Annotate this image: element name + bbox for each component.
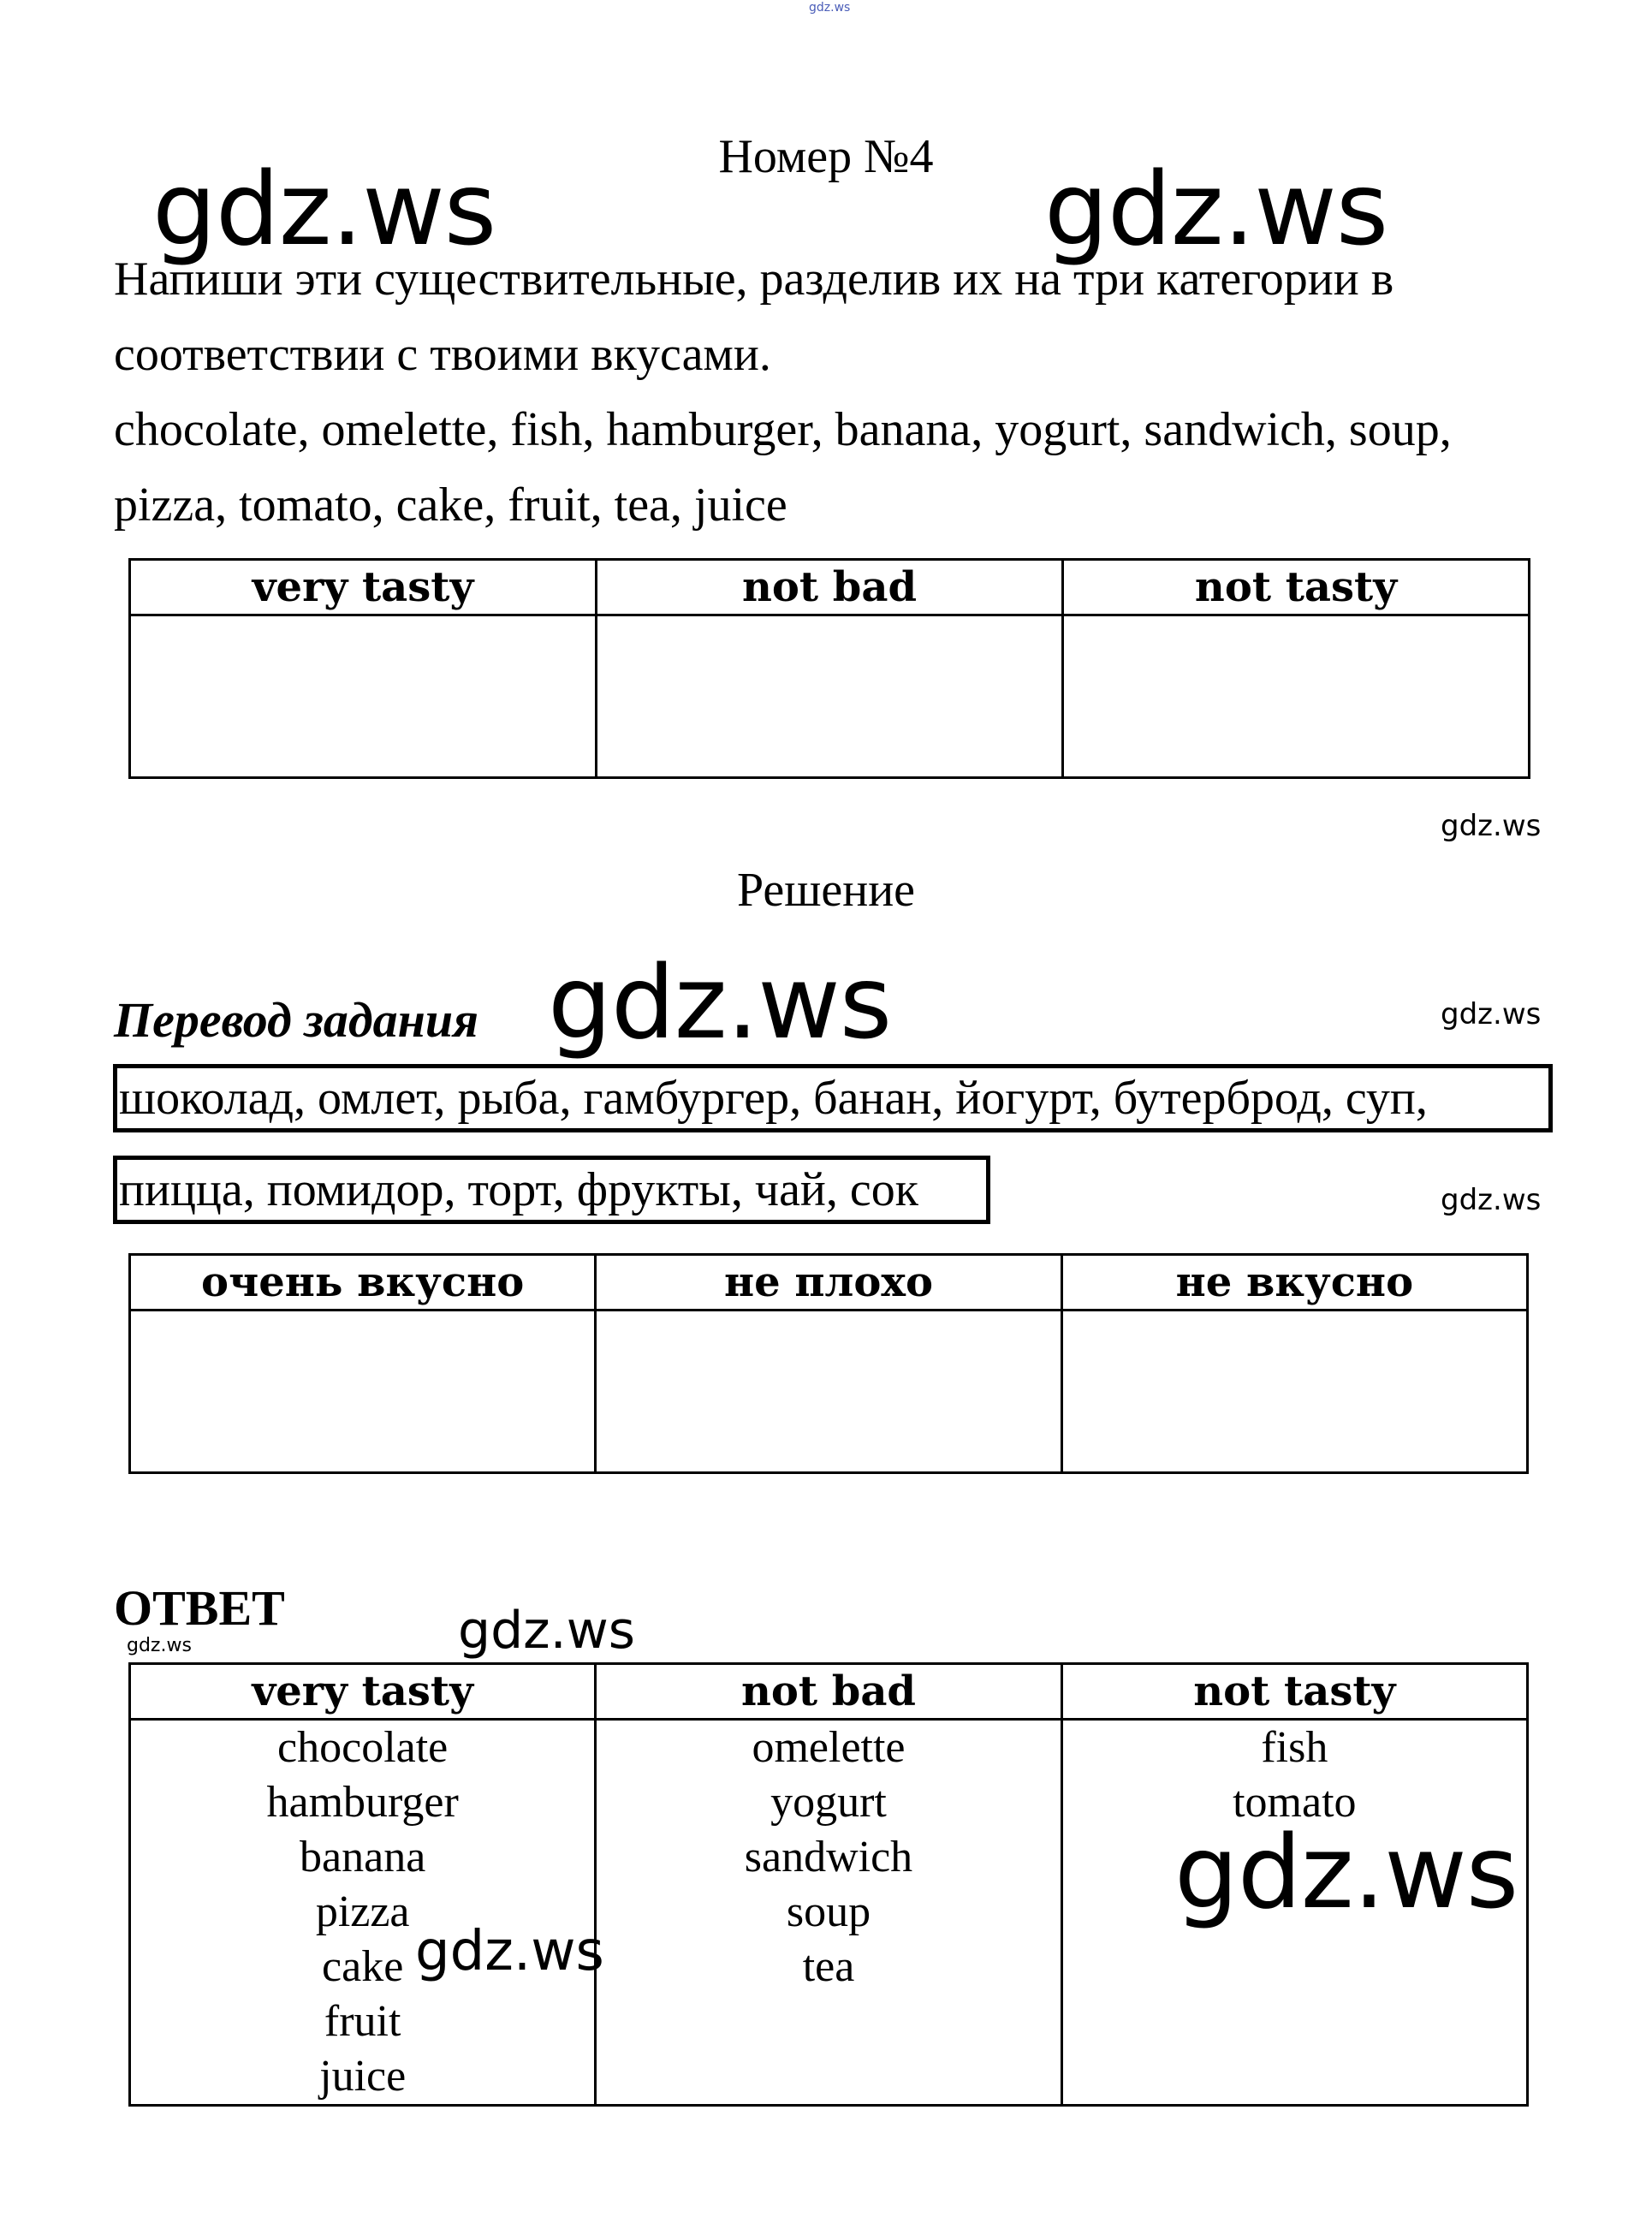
- translation-line-1: шоколад, омлет, рыба, гамбургер, банан, йогурт, бутерброд, суп,: [113, 1064, 1553, 1132]
- watermark: gdz.ws: [548, 943, 892, 1061]
- answer-column-very-tasty: [130, 1720, 596, 2106]
- task-number: Номер №4: [718, 130, 934, 183]
- watermark: gdz.ws: [458, 1601, 636, 1661]
- translation-table-cell: [596, 1311, 1061, 1473]
- answer-item: banana: [300, 1833, 426, 1881]
- watermark: gdz.ws: [1441, 997, 1542, 1031]
- watermark: gdz.ws: [1174, 1813, 1518, 1931]
- watermark: gdz.ws: [152, 150, 496, 268]
- watermark: gdz.ws: [127, 1635, 192, 1656]
- translation-table-header: не вкусно: [1061, 1255, 1527, 1311]
- answer-item: tea: [802, 1942, 855, 1991]
- instruction-line-2: соответствии с твоими вкусами.: [114, 328, 771, 381]
- answer-table-header: not bad: [596, 1664, 1061, 1720]
- answer-item: fish: [1261, 1723, 1328, 1772]
- watermark-top: gdz.ws: [809, 1, 851, 15]
- answer-table-header: not tasty: [1061, 1664, 1527, 1720]
- answer-table-header: very tasty: [130, 1664, 596, 1720]
- watermark: gdz.ws: [1441, 809, 1542, 843]
- task-table-header: very tasty: [130, 560, 597, 615]
- task-table: [128, 558, 1530, 779]
- answer-item: fruit: [324, 1997, 401, 2046]
- task-table-header: not bad: [597, 560, 1063, 615]
- answer-item: pizza: [315, 1887, 410, 1936]
- translation-table: [128, 1253, 1529, 1474]
- translation-table-header: не плохо: [596, 1255, 1061, 1311]
- answer-item: soup: [786, 1887, 871, 1936]
- watermark: gdz.ws: [1441, 1183, 1542, 1217]
- task-table-header: not tasty: [1063, 560, 1530, 615]
- watermark: gdz.ws: [415, 1920, 604, 1983]
- translation-table-header: очень вкусно: [130, 1255, 596, 1311]
- translation-line-2: пицца, помидор, торт, фрукты, чай, сок: [113, 1156, 990, 1224]
- words-line-2: pizza, tomato, cake, fruit, tea, juice: [114, 478, 787, 532]
- answer-item: omelette: [752, 1723, 906, 1772]
- answer-item: cake: [322, 1942, 404, 1991]
- translation-table-cell: [1061, 1311, 1527, 1473]
- answer-item: tomato: [1233, 1778, 1357, 1827]
- answer-item: yogurt: [770, 1778, 887, 1827]
- task-table-cell: [130, 615, 597, 778]
- solution-title: Решение: [736, 864, 916, 917]
- instruction-line-1: Напиши эти существительные, разделив их на три категории в: [114, 253, 1394, 306]
- answer-item: hamburger: [266, 1778, 459, 1827]
- watermark: gdz.ws: [1044, 150, 1388, 268]
- task-table-cell: [597, 615, 1063, 778]
- translation-heading: Перевод задания: [114, 992, 478, 1048]
- translation-table-cell: [130, 1311, 596, 1473]
- answer-heading: ОТВЕТ: [114, 1580, 285, 1636]
- words-line-1: chocolate, omelette, fish, hamburger, banana, yogurt, sandwich, soup,: [114, 403, 1452, 456]
- answer-item: chocolate: [277, 1723, 449, 1772]
- task-table-cell: [1063, 615, 1530, 778]
- answer-item: sandwich: [744, 1833, 913, 1881]
- answer-column-not-bad: [596, 1720, 1061, 2106]
- answer-item: juice: [319, 2052, 407, 2101]
